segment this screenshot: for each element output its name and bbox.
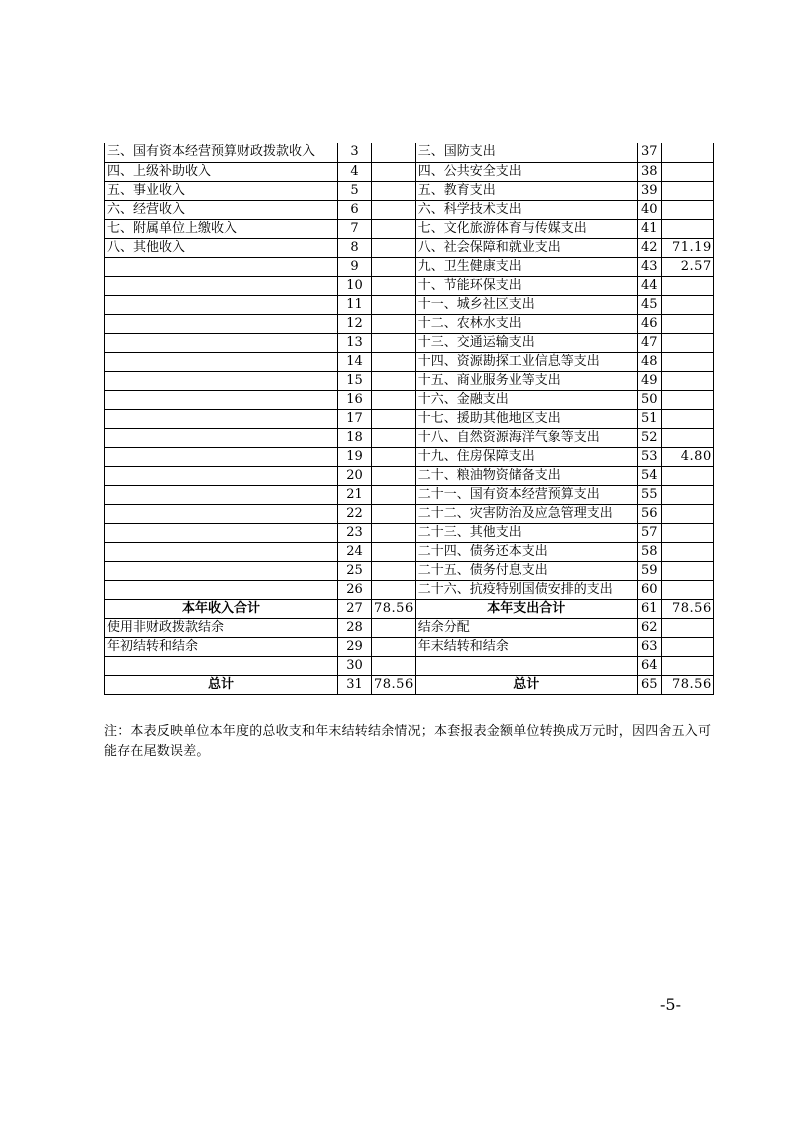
expenditure-item-cell: 十六、金融支出 xyxy=(415,390,637,409)
expenditure-item-cell: 本年支出合计 xyxy=(415,599,637,618)
table-row xyxy=(105,333,714,352)
income-amount-cell xyxy=(372,295,416,314)
income-line-number-cell: 29 xyxy=(338,637,372,656)
income-line-number-cell: 8 xyxy=(338,238,372,257)
expenditure-line-number-cell: 46 xyxy=(637,314,661,333)
table-row xyxy=(105,447,714,466)
income-amount-cell xyxy=(372,618,416,637)
table-row xyxy=(105,276,714,295)
expenditure-amount-cell xyxy=(661,466,713,485)
expenditure-line-number-cell: 59 xyxy=(637,561,661,580)
table-body xyxy=(105,143,714,694)
expenditure-amount-cell xyxy=(661,143,713,162)
table-row xyxy=(105,504,714,523)
income-line-number-cell: 27 xyxy=(338,599,372,618)
income-amount-cell xyxy=(372,181,416,200)
expenditure-item-cell: 十一、城乡社区支出 xyxy=(415,295,637,314)
expenditure-amount-cell xyxy=(661,580,713,599)
expenditure-amount-cell xyxy=(661,637,713,656)
expenditure-line-number-cell: 64 xyxy=(637,656,661,675)
table-row xyxy=(105,200,714,219)
expenditure-item-cell: 十、节能环保支出 xyxy=(415,276,637,295)
income-amount-cell xyxy=(372,542,416,561)
expenditure-amount-cell xyxy=(661,200,713,219)
income-line-number-cell: 3 xyxy=(338,143,372,162)
expenditure-item-cell: 二十六、抗疫特别国债安排的支出 xyxy=(415,580,637,599)
expenditure-item-cell: 二十四、债务还本支出 xyxy=(415,542,637,561)
expenditure-amount-cell xyxy=(661,295,713,314)
income-line-number-cell: 12 xyxy=(338,314,372,333)
expenditure-line-number-cell: 53 xyxy=(637,447,661,466)
income-amount-cell xyxy=(372,656,416,675)
expenditure-line-number-cell: 49 xyxy=(637,371,661,390)
income-line-number-cell: 4 xyxy=(338,162,372,181)
table-row xyxy=(105,314,714,333)
income-item-cell xyxy=(105,580,338,599)
expenditure-line-number-cell: 58 xyxy=(637,542,661,561)
expenditure-amount-cell xyxy=(661,504,713,523)
expenditure-amount-cell xyxy=(661,561,713,580)
table-row xyxy=(105,219,714,238)
table-row xyxy=(105,542,714,561)
income-amount-cell xyxy=(372,637,416,656)
expenditure-item-cell: 五、教育支出 xyxy=(415,181,637,200)
expenditure-amount-cell xyxy=(661,656,713,675)
income-line-number-cell: 30 xyxy=(338,656,372,675)
table-row xyxy=(105,618,714,637)
expenditure-item-cell: 总计 xyxy=(415,675,637,694)
income-line-number-cell: 5 xyxy=(338,181,372,200)
expenditure-amount-cell xyxy=(661,542,713,561)
income-item-cell xyxy=(105,257,338,276)
expenditure-item-cell: 十七、援助其他地区支出 xyxy=(415,409,637,428)
income-line-number-cell: 10 xyxy=(338,276,372,295)
page-number: -5- xyxy=(660,995,681,1014)
expenditure-line-number-cell: 61 xyxy=(637,599,661,618)
income-line-number-cell: 11 xyxy=(338,295,372,314)
income-amount-cell xyxy=(372,561,416,580)
expenditure-amount-cell xyxy=(661,333,713,352)
income-item-cell xyxy=(105,466,338,485)
expenditure-amount-cell xyxy=(661,181,713,200)
income-amount-cell xyxy=(372,466,416,485)
expenditure-item-cell: 二十、粮油物资储备支出 xyxy=(415,466,637,485)
income-amount-cell xyxy=(372,409,416,428)
expenditure-line-number-cell: 44 xyxy=(637,276,661,295)
expenditure-amount-cell xyxy=(661,618,713,637)
income-line-number-cell: 22 xyxy=(338,504,372,523)
income-amount-cell xyxy=(372,485,416,504)
expenditure-line-number-cell: 52 xyxy=(637,428,661,447)
income-line-number-cell: 20 xyxy=(338,466,372,485)
income-item-cell xyxy=(105,276,338,295)
income-amount-cell xyxy=(372,428,416,447)
income-line-number-cell: 31 xyxy=(338,675,372,694)
income-line-number-cell: 15 xyxy=(338,371,372,390)
table-row xyxy=(105,428,714,447)
income-line-number-cell: 18 xyxy=(338,428,372,447)
income-line-number-cell: 17 xyxy=(338,409,372,428)
income-item-cell: 本年收入合计 xyxy=(105,599,338,618)
expenditure-item-cell: 四、公共安全支出 xyxy=(415,162,637,181)
table-row xyxy=(105,295,714,314)
table-row xyxy=(105,238,714,257)
expenditure-line-number-cell: 51 xyxy=(637,409,661,428)
income-amount-cell: 78.56 xyxy=(372,675,416,694)
table-row xyxy=(105,390,714,409)
income-item-cell xyxy=(105,295,338,314)
expenditure-item-cell: 六、科学技术支出 xyxy=(415,200,637,219)
table-row xyxy=(105,485,714,504)
income-amount-cell xyxy=(372,523,416,542)
expenditure-amount-cell xyxy=(661,314,713,333)
table-row xyxy=(105,466,714,485)
expenditure-line-number-cell: 60 xyxy=(637,580,661,599)
footnote: 注：本表反映单位本年度的总收支和年末结转结余情况；本套报表金额单位转换成万元时，因四舍五入可能存在尾数误差。 xyxy=(104,724,712,759)
income-line-number-cell: 26 xyxy=(338,580,372,599)
expenditure-item-cell: 三、国防支出 xyxy=(415,143,637,162)
expenditure-item-cell: 十三、交通运输支出 xyxy=(415,333,637,352)
expenditure-amount-cell xyxy=(661,428,713,447)
income-item-cell xyxy=(105,333,338,352)
table-row xyxy=(105,162,714,181)
expenditure-item-cell: 十五、商业服务业等支出 xyxy=(415,371,637,390)
income-item-cell: 七、附属单位上缴收入 xyxy=(105,219,338,238)
income-amount-cell xyxy=(372,504,416,523)
expenditure-amount-cell xyxy=(661,219,713,238)
expenditure-amount-cell xyxy=(661,276,713,295)
expenditure-line-number-cell: 62 xyxy=(637,618,661,637)
income-item-cell xyxy=(105,314,338,333)
expenditure-item-cell: 十二、农林水支出 xyxy=(415,314,637,333)
expenditure-line-number-cell: 57 xyxy=(637,523,661,542)
expenditure-line-number-cell: 38 xyxy=(637,162,661,181)
expenditure-line-number-cell: 45 xyxy=(637,295,661,314)
expenditure-item-cell: 七、文化旅游体育与传媒支出 xyxy=(415,219,637,238)
income-item-cell: 六、经营收入 xyxy=(105,200,338,219)
table-row xyxy=(105,580,714,599)
income-amount-cell: 78.56 xyxy=(372,599,416,618)
income-amount-cell xyxy=(372,447,416,466)
income-expenditure-table xyxy=(104,143,714,695)
income-line-number-cell: 16 xyxy=(338,390,372,409)
table-row xyxy=(105,143,714,162)
income-item-cell: 使用非财政拨款结余 xyxy=(105,618,338,637)
income-amount-cell xyxy=(372,257,416,276)
expenditure-line-number-cell: 37 xyxy=(637,143,661,162)
expenditure-line-number-cell: 56 xyxy=(637,504,661,523)
income-amount-cell xyxy=(372,314,416,333)
expenditure-item-cell: 十九、住房保障支出 xyxy=(415,447,637,466)
expenditure-amount-cell: 78.56 xyxy=(661,599,713,618)
income-amount-cell xyxy=(372,162,416,181)
income-item-cell xyxy=(105,485,338,504)
expenditure-line-number-cell: 42 xyxy=(637,238,661,257)
expenditure-amount-cell xyxy=(661,390,713,409)
income-line-number-cell: 23 xyxy=(338,523,372,542)
table-row xyxy=(105,409,714,428)
income-item-cell: 四、上级补助收入 xyxy=(105,162,338,181)
expenditure-item-cell: 二十二、灾害防治及应急管理支出 xyxy=(415,504,637,523)
expenditure-line-number-cell: 41 xyxy=(637,219,661,238)
income-line-number-cell: 14 xyxy=(338,352,372,371)
expenditure-line-number-cell: 48 xyxy=(637,352,661,371)
expenditure-amount-cell xyxy=(661,523,713,542)
income-item-cell xyxy=(105,390,338,409)
income-line-number-cell: 6 xyxy=(338,200,372,219)
income-item-cell: 年初结转和结余 xyxy=(105,637,338,656)
income-amount-cell xyxy=(372,276,416,295)
income-amount-cell xyxy=(372,238,416,257)
expenditure-amount-cell: 78.56 xyxy=(661,675,713,694)
income-item-cell xyxy=(105,409,338,428)
expenditure-amount-cell xyxy=(661,162,713,181)
income-amount-cell xyxy=(372,333,416,352)
income-item-cell: 总计 xyxy=(105,675,338,694)
income-line-number-cell: 9 xyxy=(338,257,372,276)
expenditure-item-cell: 九、卫生健康支出 xyxy=(415,257,637,276)
expenditure-line-number-cell: 47 xyxy=(637,333,661,352)
income-amount-cell xyxy=(372,143,416,162)
income-item-cell xyxy=(105,504,338,523)
table-row xyxy=(105,352,714,371)
expenditure-amount-cell: 2.57 xyxy=(661,257,713,276)
income-item-cell: 三、国有资本经营预算财政拨款收入 xyxy=(105,143,338,162)
income-amount-cell xyxy=(372,580,416,599)
income-amount-cell xyxy=(372,371,416,390)
expenditure-item-cell xyxy=(415,656,637,675)
income-item-cell xyxy=(105,561,338,580)
expenditure-item-cell: 二十五、债务付息支出 xyxy=(415,561,637,580)
expenditure-line-number-cell: 40 xyxy=(637,200,661,219)
income-item-cell xyxy=(105,371,338,390)
table-row xyxy=(105,637,714,656)
table-row xyxy=(105,257,714,276)
expenditure-line-number-cell: 50 xyxy=(637,390,661,409)
expenditure-amount-cell: 4.80 xyxy=(661,447,713,466)
income-line-number-cell: 24 xyxy=(338,542,372,561)
table-row xyxy=(105,523,714,542)
income-line-number-cell: 21 xyxy=(338,485,372,504)
expenditure-item-cell: 八、社会保障和就业支出 xyxy=(415,238,637,257)
expenditure-line-number-cell: 55 xyxy=(637,485,661,504)
table-total-row xyxy=(105,599,714,618)
expenditure-line-number-cell: 65 xyxy=(637,675,661,694)
income-item-cell xyxy=(105,428,338,447)
income-amount-cell xyxy=(372,219,416,238)
income-amount-cell xyxy=(372,352,416,371)
expenditure-amount-cell: 71.19 xyxy=(661,238,713,257)
expenditure-line-number-cell: 39 xyxy=(637,181,661,200)
expenditure-item-cell: 二十三、其他支出 xyxy=(415,523,637,542)
expenditure-line-number-cell: 54 xyxy=(637,466,661,485)
expenditure-item-cell: 十四、资源勘探工业信息等支出 xyxy=(415,352,637,371)
expenditure-amount-cell xyxy=(661,371,713,390)
income-line-number-cell: 7 xyxy=(338,219,372,238)
income-item-cell xyxy=(105,656,338,675)
income-amount-cell xyxy=(372,390,416,409)
expenditure-amount-cell xyxy=(661,409,713,428)
income-item-cell xyxy=(105,447,338,466)
income-item-cell xyxy=(105,352,338,371)
income-line-number-cell: 25 xyxy=(338,561,372,580)
income-item-cell xyxy=(105,542,338,561)
table-row xyxy=(105,371,714,390)
expenditure-item-cell: 二十一、国有资本经营预算支出 xyxy=(415,485,637,504)
table-row xyxy=(105,656,714,675)
income-item-cell: 五、事业收入 xyxy=(105,181,338,200)
income-item-cell xyxy=(105,523,338,542)
table-total-row xyxy=(105,675,714,694)
expenditure-line-number-cell: 43 xyxy=(637,257,661,276)
expenditure-item-cell: 结余分配 xyxy=(415,618,637,637)
income-amount-cell xyxy=(372,200,416,219)
table-row xyxy=(105,181,714,200)
income-line-number-cell: 28 xyxy=(338,618,372,637)
income-item-cell: 八、其他收入 xyxy=(105,238,338,257)
expenditure-item-cell: 年末结转和结余 xyxy=(415,637,637,656)
expenditure-line-number-cell: 63 xyxy=(637,637,661,656)
table-row xyxy=(105,561,714,580)
income-line-number-cell: 19 xyxy=(338,447,372,466)
expenditure-item-cell: 十八、自然资源海洋气象等支出 xyxy=(415,428,637,447)
income-line-number-cell: 13 xyxy=(338,333,372,352)
expenditure-amount-cell xyxy=(661,485,713,504)
expenditure-amount-cell xyxy=(661,352,713,371)
